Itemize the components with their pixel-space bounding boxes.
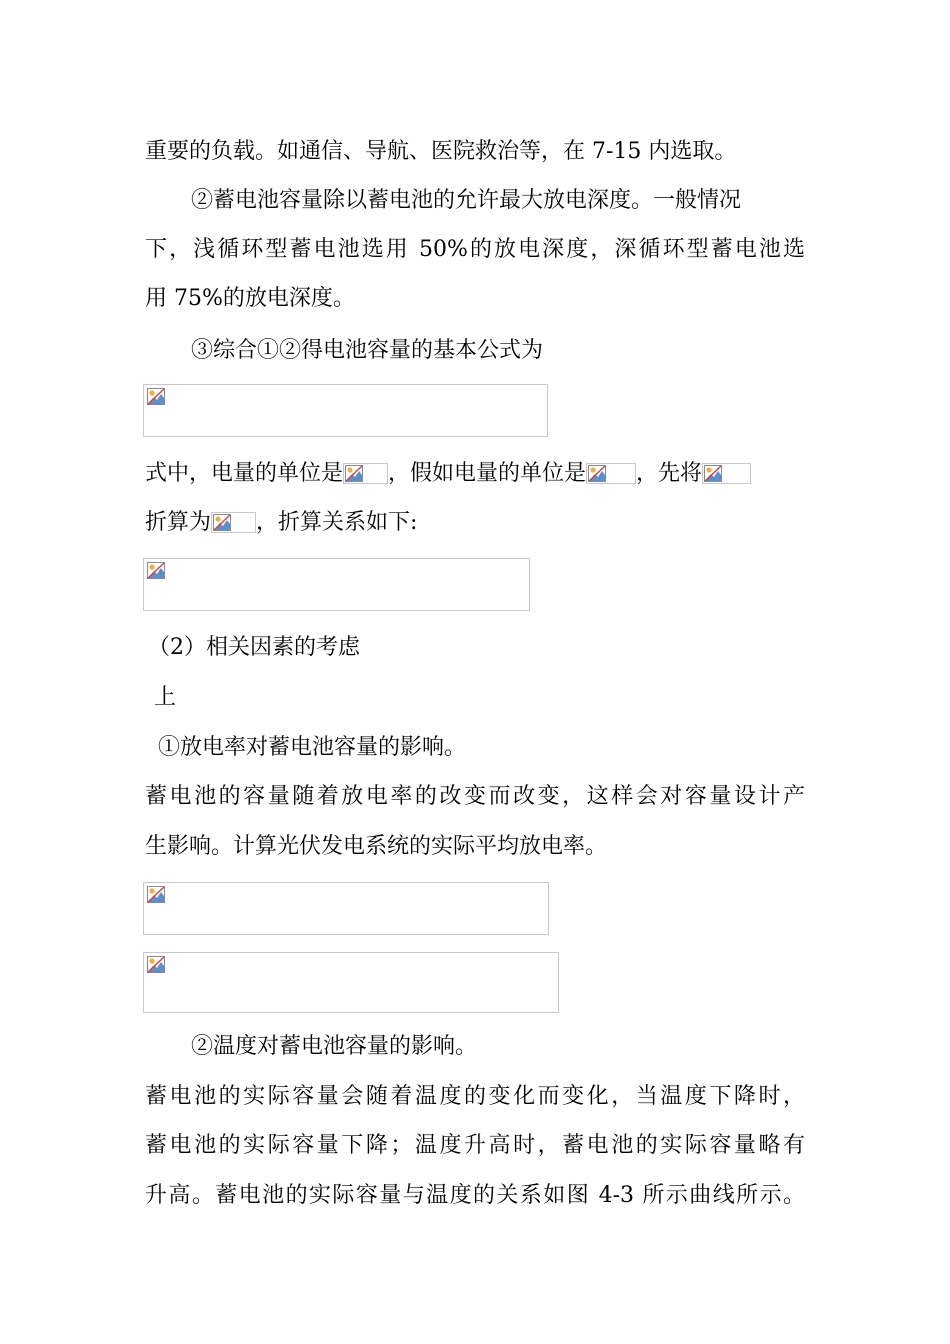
text-line: 重要的负载。如通信、导航、医院救治等，在 7-15 内选取。 bbox=[145, 139, 737, 164]
text-line: 下，浅循环型蓄电池选用 50%的放电深度，深循环型蓄电池选 bbox=[145, 237, 805, 262]
broken-image-icon bbox=[147, 886, 165, 903]
unit-image bbox=[702, 463, 751, 484]
text-segment: ，先将 bbox=[636, 461, 703, 486]
text-line: 升高。蓄电池的实际容量与温度的关系如图 4-3 所示曲线所示。 bbox=[145, 1183, 805, 1208]
list-item: ②温度对蓄电池容量的影响。 bbox=[191, 1034, 478, 1059]
formula-image bbox=[143, 882, 549, 935]
list-item: ①放电率对蓄电池容量的影响。 bbox=[158, 735, 467, 760]
broken-image-icon bbox=[588, 465, 606, 482]
formula-image bbox=[143, 558, 530, 611]
text-line: 蓄电池的实际容量下降；温度升高时，蓄电池的实际容量略有 bbox=[145, 1133, 805, 1158]
broken-image-icon bbox=[147, 956, 165, 973]
broken-image-icon bbox=[147, 388, 165, 405]
broken-image-icon bbox=[147, 562, 165, 579]
text-line: 用 75%的放电深度。 bbox=[145, 286, 355, 311]
section-heading: （2）相关因素的考虑 bbox=[148, 635, 360, 660]
formula-image bbox=[143, 384, 548, 437]
text-line bbox=[145, 459, 751, 489]
broken-image-icon bbox=[345, 465, 363, 482]
formula-image bbox=[143, 952, 559, 1013]
broken-image-icon bbox=[213, 514, 231, 531]
text-line: 蓄电池的容量随着放电率的改变而改变，这样会对容量设计产 bbox=[145, 784, 805, 809]
unit-image bbox=[586, 463, 636, 484]
text-segment: ，折算关系如下: bbox=[256, 510, 418, 535]
broken-image-icon bbox=[704, 465, 722, 482]
text-line bbox=[145, 508, 417, 538]
text-segment: 折算为 bbox=[145, 510, 212, 535]
text-line: 生影响。计算光伏发电系统的实际平均放电率。 bbox=[145, 834, 608, 859]
text-line: 蓄电池的实际容量会随着温度的变化而变化，当温度下降时， bbox=[145, 1084, 805, 1109]
text-line: ②蓄电池容量除以蓄电池的允许最大放电深度。一般情况 bbox=[191, 188, 742, 213]
text-segment: ，假如电量的单位是 bbox=[388, 461, 587, 486]
text-segment: 式中，电量的单位是 bbox=[145, 461, 344, 486]
unit-image bbox=[211, 512, 256, 533]
text-line: 上 bbox=[154, 685, 177, 710]
unit-image bbox=[343, 463, 388, 484]
text-line: ③综合①②得电池容量的基本公式为 bbox=[191, 338, 544, 363]
